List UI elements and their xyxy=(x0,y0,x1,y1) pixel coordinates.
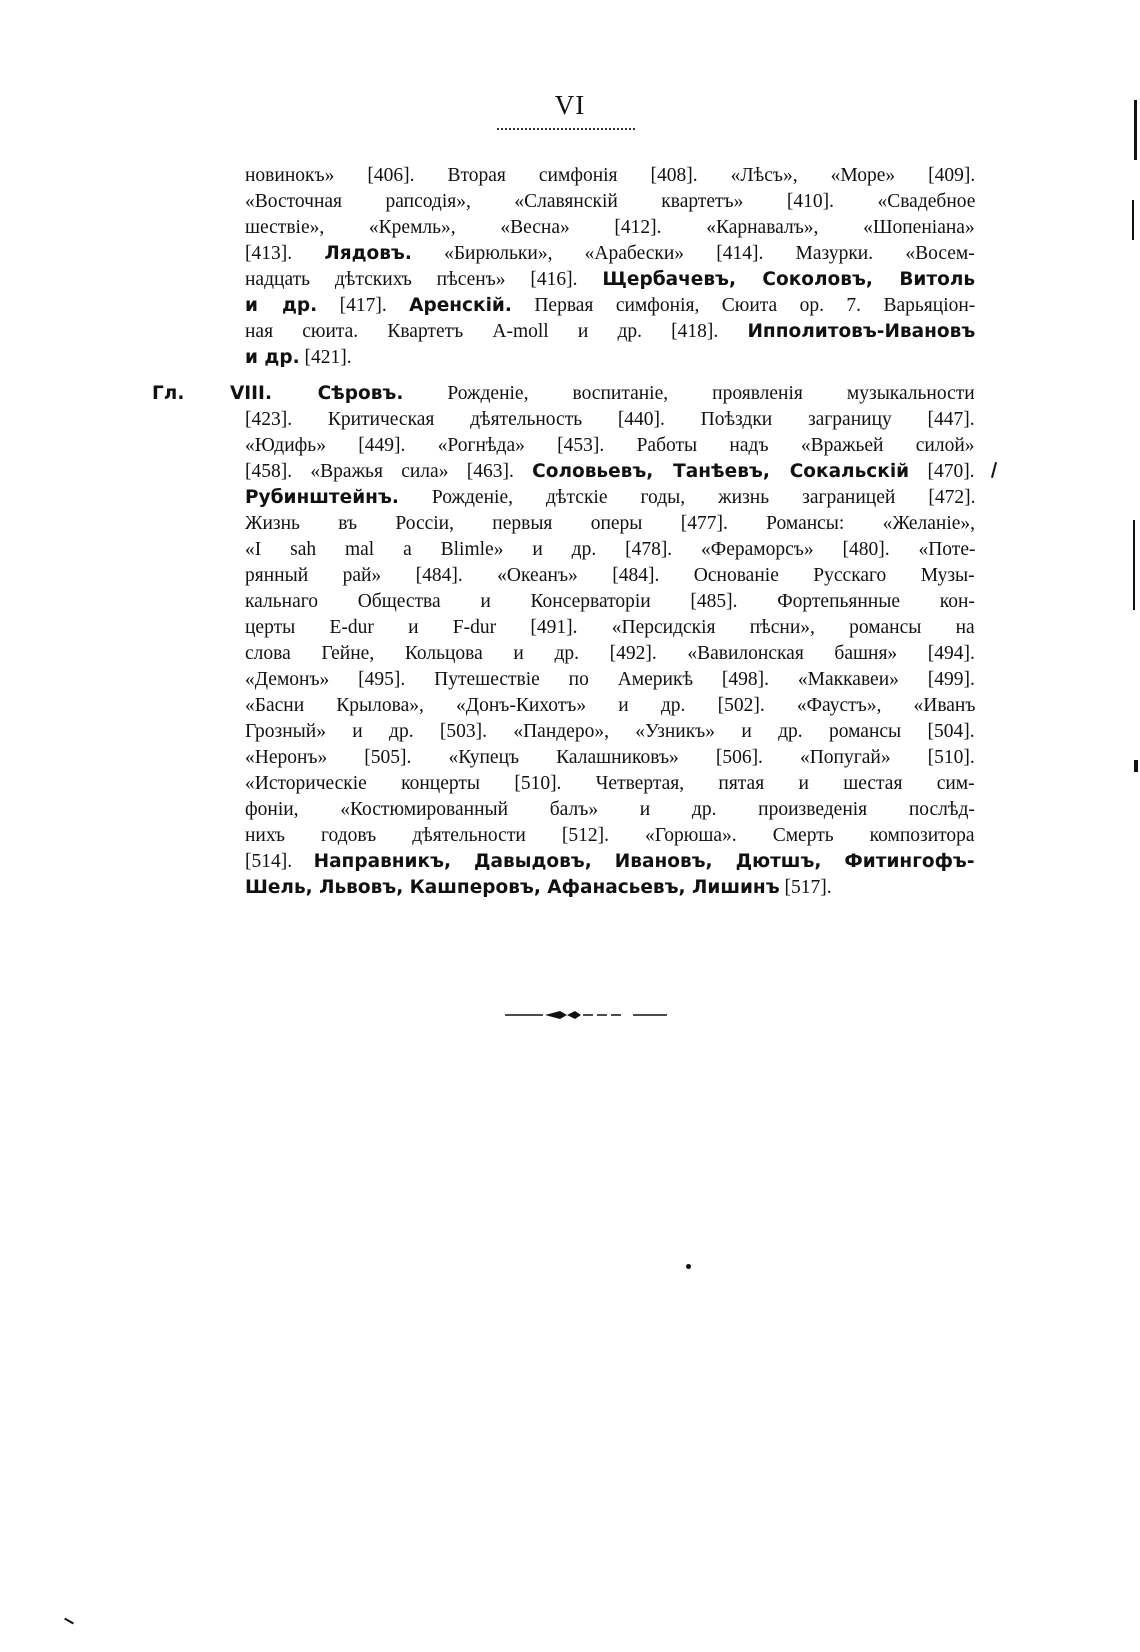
text-line: надцать дѣтскихъ пѣсенъ» [416]. Щербачевъ, Соколовъ, Витоль xyxy=(245,269,976,290)
margin-mark xyxy=(1134,760,1138,772)
text-line: «I sah mal a Blimle» и др. [478]. «Фераморсъ» [480]. «Поте- xyxy=(245,539,976,560)
margin-mark xyxy=(686,1264,691,1269)
bold-name: Ипполитовъ-Ивановъ xyxy=(747,321,976,342)
text-line: «Восточная рапсодія», «Славянскій квартетъ» [410]. «Свадебное xyxy=(245,191,976,212)
text-line: «Неронъ» [505]. «Купецъ Калашниковъ» [506]. «Попугай» [510]. xyxy=(245,747,975,768)
bold-name: Рубинштейнъ. xyxy=(245,487,399,508)
bold-name: Направникъ, Давыдовъ, Ивановъ, Дютшъ, Фитингофъ- xyxy=(313,851,975,872)
text-line: «Историческіе концерты [510]. Четвертая, пятая и шестая сим- xyxy=(245,773,975,794)
text-line: «Юдифь» [449]. «Рогнѣда» [453]. Работы надъ «Вражьей силой» xyxy=(245,435,975,456)
text-line: шествіе», «Кремль», «Весна» [412]. «Карнавалъ», «Шопеніана» xyxy=(245,217,975,238)
bold-name: Щербачевъ, Соколовъ, Витоль xyxy=(602,269,976,290)
text-line: нихъ годовъ дѣятельности [512]. «Горюша». Смерть композитора xyxy=(245,825,975,846)
text-line: [458]. «Вражья сила» [463]. Соловьевъ, Танѣевъ, Сокальскій [470]. xyxy=(245,461,975,482)
margin-mark xyxy=(1132,200,1134,240)
text-line: рянный рай» [484]. «Океанъ» [484]. Основаніе Русскаго Музы- xyxy=(245,565,975,586)
text-line: слова Гейне, Кольцова и др. [492]. «Вавилонская башня» [494]. xyxy=(245,643,975,664)
bold-name: и др. xyxy=(245,347,300,368)
text-line: [514]. Направникъ, Давыдовъ, Ивановъ, Дютшъ, Фитингофъ- xyxy=(245,851,975,872)
text-line: Шель, Львовъ, Кашперовъ, Афанасьевъ, Лишинъ [517]. xyxy=(245,877,832,898)
text-line: и др. [421]. xyxy=(245,347,352,368)
text-line: Гл. VIII. Сѣровъ. Рожденіе, воспитаніе, проявленія музыкальности xyxy=(152,383,975,404)
bold-name: Шель, Львовъ, Кашперовъ, Афанасьевъ, Лишинъ xyxy=(245,877,780,898)
text-line: Жизнь въ Россіи, первыя оперы [477]. Романсы: «Желаніе», xyxy=(245,513,976,534)
bold-name: Лядовъ. xyxy=(324,243,412,264)
text-line: церты E-dur и F-dur [491]. «Персидскія пѣсни», романсы на xyxy=(245,617,975,638)
bold-name: Гл. VIII. Сѣровъ. xyxy=(152,383,404,404)
text-line: [413]. Лядовъ. «Бирюльки», «Арабески» [414]. Мазурки. «Восем- xyxy=(245,243,975,264)
margin-mark xyxy=(64,1618,74,1625)
bold-name: и др. xyxy=(245,295,318,316)
dotted-rule xyxy=(497,128,635,130)
text-line: [423]. Критическая дѣятельность [440]. Поѣздки заграницу [447]. xyxy=(245,409,975,430)
ornament-divider xyxy=(505,1010,685,1020)
text-line: «Басни Крылова», «Донъ-Кихотъ» и др. [502]. «Фаустъ», «Иванъ xyxy=(245,695,976,716)
text-line: фоніи, «Костюмированный балъ» и др. произведенія послѣд- xyxy=(245,799,975,820)
bold-name: Аренскій. xyxy=(409,295,512,316)
margin-mark xyxy=(1134,100,1137,160)
text-line: кальнаго Общества и Консерваторіи [485]. Фортепьянные кон- xyxy=(245,591,975,612)
text-line: новинокъ» [406]. Вторая симфонія [408]. «Лѣсъ», «Море» [409]. xyxy=(245,165,976,186)
margin-mark xyxy=(991,462,997,478)
bold-name: Соловьевъ, Танѣевъ, Сокальскій xyxy=(532,461,910,482)
text-line: и др. [417]. Аренскій. Первая симфонія, Сюита ор. 7. Варьяціон- xyxy=(245,295,976,316)
text-line: ная сюита. Квартетъ A-moll и др. [418]. Ипполитовъ-Ивановъ xyxy=(245,321,976,342)
text-line: Грозный» и др. [503]. «Пандеро», «Узникъ» и др. романсы [504]. xyxy=(245,721,975,742)
margin-mark xyxy=(1133,520,1135,610)
page-number: VI xyxy=(554,90,586,120)
text-line: «Демонъ» [495]. Путешествіе по Америкѣ [498]. «Маккавеи» [499]. xyxy=(245,669,975,690)
text-line: Рубинштейнъ. Рожденіе, дѣтскіе годы, жизнь заграницей [472]. xyxy=(245,487,976,508)
